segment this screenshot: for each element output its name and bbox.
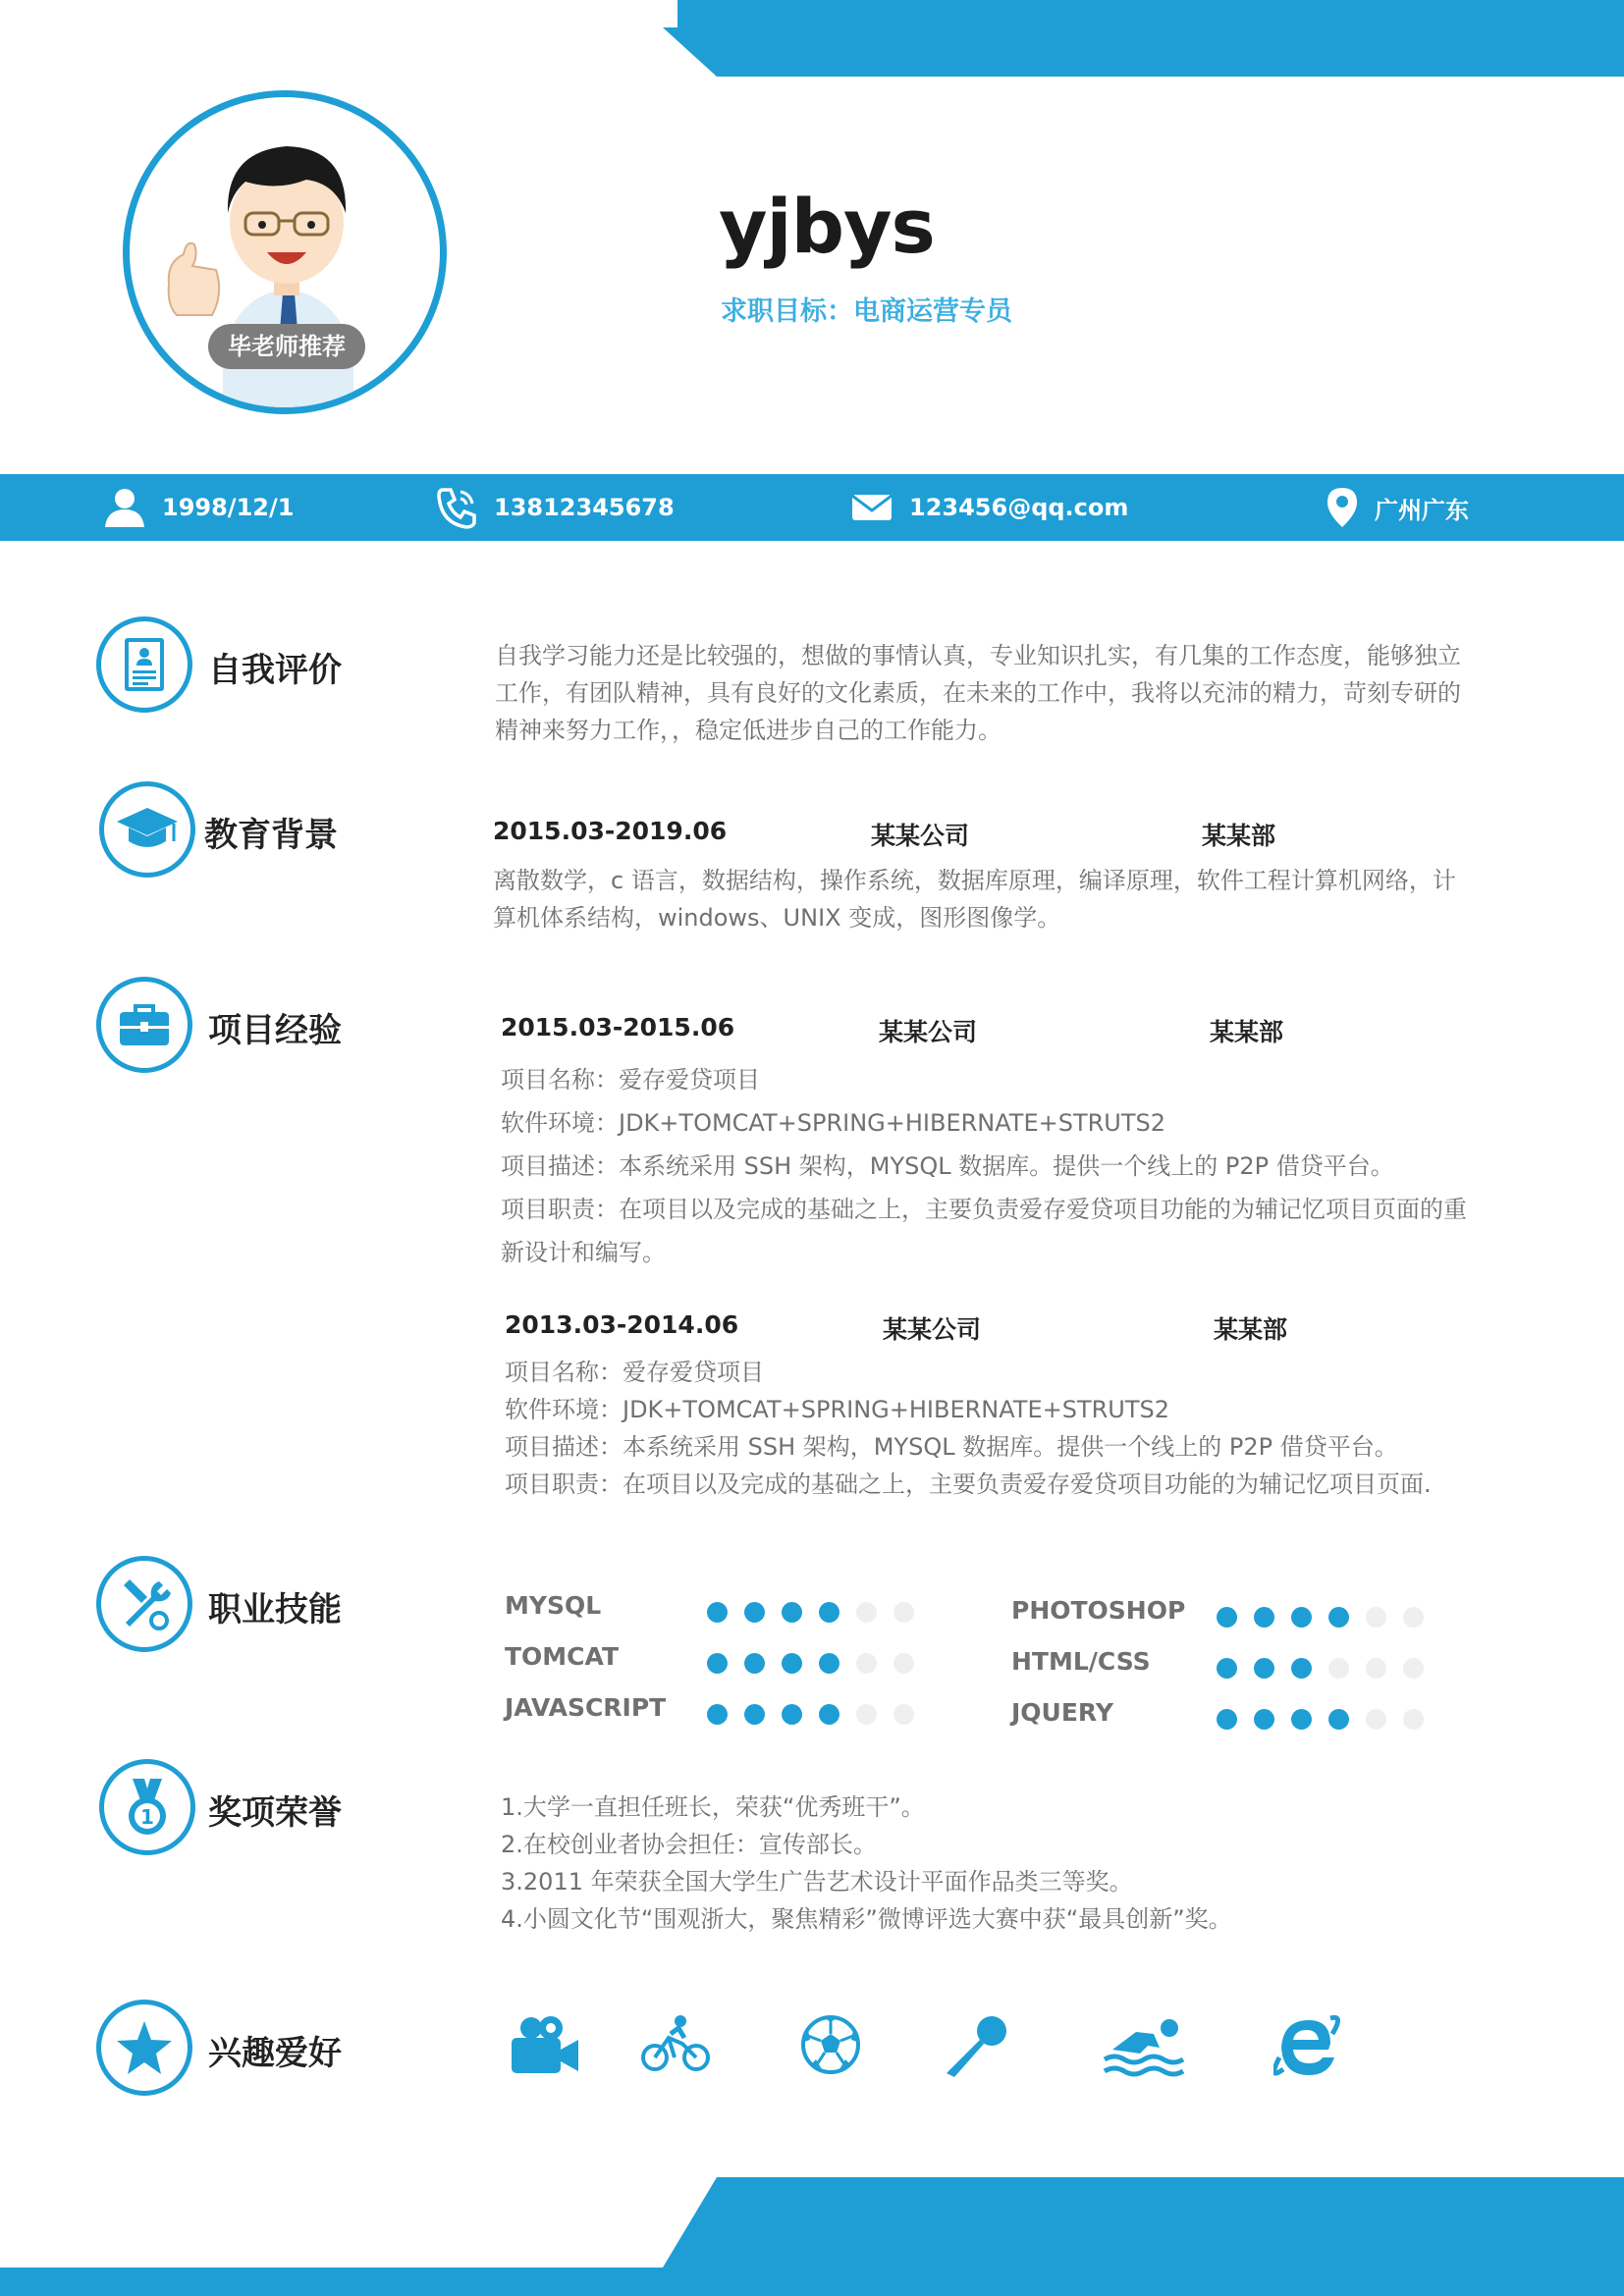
skill-level-dots (1217, 1607, 1424, 1628)
skill-name: TOMCAT (505, 1642, 619, 1671)
skill-dot-filled (707, 1653, 728, 1674)
education-dept: 某某部 (1202, 822, 1276, 850)
skill-dot-filled (1254, 1607, 1274, 1628)
section-title-hobbies: 兴趣爱好 (208, 2034, 342, 2073)
skill-dot-filled (1291, 1709, 1312, 1730)
education-courses (493, 862, 1456, 936)
skill-dot-empty (1403, 1709, 1424, 1730)
project-1-line: 项目描述：本系统采用 SSH 架构，MYSQL 数据库。提供一个线上的 P2P 借贷平台。 (501, 1152, 1394, 1180)
skill-dot-filled (707, 1602, 728, 1623)
job-target: 求职目标：电商运营专员 (721, 296, 1012, 327)
awards-list (501, 1789, 1232, 1938)
project-2-line: 软件环境：JDK+TOMCAT+SPRING+HIBERNATE+STRUTS2 (505, 1396, 1170, 1423)
section-title-education: 教育背景 (204, 816, 338, 855)
skill-name: MYSQL (505, 1591, 602, 1620)
skill-dot-filled (1217, 1709, 1237, 1730)
skill-row (1011, 1596, 1463, 1647)
skill-dot-filled (1254, 1709, 1274, 1730)
section-title-projects: 项目经验 (208, 1011, 342, 1050)
projects-icon-circle (96, 977, 192, 1073)
project-2-dept: 某某部 (1214, 1315, 1288, 1344)
skill-dot-filled (1328, 1607, 1349, 1628)
project-1-line: 项目名称：爱存爱贷项目 (501, 1066, 760, 1094)
skill-level-dots (707, 1653, 914, 1674)
hobbies-icon-circle (96, 2000, 192, 2096)
tools-icon (116, 1575, 173, 1632)
skill-dot-filled (1328, 1709, 1349, 1730)
phone-icon (435, 486, 478, 529)
top-banner (0, 0, 1624, 79)
education-period: 2015.03-2019.06 (493, 817, 728, 845)
skill-level-dots (1217, 1658, 1424, 1679)
education-line: 离散数学，c 语言，数据结构，操作系统，数据库原理，编译原理，软件工程计算机网络，计 (493, 867, 1456, 894)
graduation-cap-icon (115, 804, 180, 855)
project-2-line: 项目描述：本系统采用 SSH 架构，MYSQL 数据库。提供一个线上的 P2P 借贷平台。 (505, 1433, 1398, 1461)
briefcase-icon (118, 1002, 171, 1047)
phone-text: 13812345678 (494, 494, 675, 521)
project-1-org: 某某公司 (879, 1018, 978, 1046)
skill-name: HTML/CSS (1011, 1647, 1151, 1676)
skill-level-dots (707, 1602, 914, 1623)
skill-dot-filled (782, 1704, 802, 1725)
contact-phone (435, 474, 675, 541)
skills-right-column (1011, 1596, 1463, 1749)
award-item: 4.小圆文化节“围观浙大，聚焦精彩”微博评选大赛中获“最具创新”奖。 (501, 1905, 1232, 1933)
email-text: 123456@qq.com (909, 494, 1129, 521)
microphone-icon (945, 2014, 1009, 2079)
education-icon-circle (99, 781, 195, 878)
svg-text:1: 1 (140, 1805, 154, 1829)
project-2-line: 项目职责：在项目以及完成的基础之上，主要负责爱存爱贷项目功能的为辅记忆项目页面. (505, 1470, 1432, 1498)
internet-explorer-icon (1273, 2012, 1340, 2079)
skill-name: JAVASCRIPT (505, 1693, 667, 1722)
skill-dot-empty (893, 1653, 914, 1674)
self-eval-text (495, 637, 1461, 749)
project-2-org: 某某公司 (883, 1315, 982, 1344)
skill-dot-empty (1403, 1607, 1424, 1628)
skill-row (505, 1693, 956, 1744)
resume-document-icon (119, 636, 170, 693)
self-eval-line: 精神来努力工作，，稳定低进步自己的工作能力。 (495, 717, 1001, 744)
project-2-line: 项目名称：爱存爱贷项目 (505, 1359, 764, 1386)
skill-row (505, 1642, 956, 1693)
star-icon (115, 2019, 174, 2076)
self-eval-line: 工作，有团队精神，具有良好的文化素质，在未来的工作中，我将以充沛的精力，苛刻专研的 (495, 679, 1461, 707)
bottom-banner (0, 2169, 1624, 2296)
project-2-period: 2013.03-2014.06 (505, 1310, 739, 1339)
birthday-text: 1998/12/1 (162, 494, 295, 521)
contact-location (1326, 474, 1469, 541)
skill-dot-filled (819, 1704, 839, 1725)
skill-name: JQUERY (1011, 1698, 1113, 1727)
project-1-details (501, 1058, 1467, 1274)
skill-dot-empty (856, 1704, 877, 1725)
skill-dot-filled (819, 1602, 839, 1623)
skill-dot-empty (856, 1602, 877, 1623)
project-1-dept: 某某部 (1210, 1018, 1284, 1046)
video-camera-icon (510, 2014, 580, 2075)
skill-dot-filled (707, 1704, 728, 1725)
skill-dot-empty (1328, 1658, 1349, 1679)
skill-level-dots (1217, 1709, 1424, 1730)
skill-level-dots (707, 1704, 914, 1725)
contact-birthday (103, 474, 294, 541)
section-title-self-eval: 自我评价 (208, 651, 342, 690)
skill-dot-filled (782, 1602, 802, 1623)
project-1-line: 软件环境：JDK+TOMCAT+SPRING+HIBERNATE+STRUTS2 (501, 1109, 1166, 1137)
award-item: 2.在校创业者协会担任：宣传部长。 (501, 1831, 877, 1858)
swimming-icon (1103, 2016, 1187, 2077)
skill-row (1011, 1647, 1463, 1698)
award-item: 1.大学一直担任班长，荣获“优秀班干”。 (501, 1793, 925, 1821)
skill-dot-filled (744, 1653, 765, 1674)
section-title-awards: 奖项荣誉 (208, 1793, 342, 1833)
person-icon (103, 488, 146, 527)
self-eval-icon-circle (96, 616, 192, 713)
project-1-period: 2015.03-2015.06 (501, 1013, 735, 1041)
candidate-name: yjbys (719, 183, 935, 270)
skills-left-column (505, 1591, 956, 1744)
location-text: 广州广东 (1375, 496, 1469, 524)
skill-row (505, 1591, 956, 1642)
section-title-skills: 职业技能 (208, 1590, 342, 1629)
skill-dot-filled (1217, 1607, 1237, 1628)
medal-icon (123, 1777, 172, 1838)
skill-dot-empty (1366, 1709, 1386, 1730)
skill-dot-filled (1291, 1607, 1312, 1628)
contact-email (850, 474, 1128, 541)
mail-icon (850, 493, 893, 522)
skill-dot-empty (1366, 1607, 1386, 1628)
skill-dot-filled (1217, 1658, 1237, 1679)
skill-dot-empty (1366, 1658, 1386, 1679)
skill-dot-filled (744, 1704, 765, 1725)
skills-icon-circle (96, 1556, 192, 1652)
location-pin-icon (1326, 486, 1359, 529)
bicycle-icon (641, 2014, 710, 2073)
skill-dot-filled (744, 1602, 765, 1623)
project-2-details (505, 1354, 1432, 1503)
skill-dot-empty (856, 1653, 877, 1674)
project-1-line: 项目职责：在项目以及完成的基础之上，主要负责爱存爱贷项目功能的为辅记忆项目页面的重 (501, 1196, 1467, 1223)
self-eval-line: 自我学习能力还是比较强的，想做的事情认真，专业知识扎实，有几集的工作态度，能够独立 (495, 642, 1461, 669)
skill-dot-filled (1291, 1658, 1312, 1679)
soccer-ball-icon (800, 2014, 861, 2075)
skill-dot-empty (1403, 1658, 1424, 1679)
award-item: 3.2011 年荣获全国大学生广告艺术设计平面作品类三等奖。 (501, 1868, 1133, 1896)
skill-dot-filled (819, 1653, 839, 1674)
skill-dot-filled (782, 1653, 802, 1674)
skill-name: PHOTOSHOP (1011, 1596, 1186, 1625)
skill-row (1011, 1698, 1463, 1749)
education-line: 算机体系结构，windows、UNIX 变成，图形图像学。 (493, 904, 1061, 932)
skill-dot-empty (893, 1602, 914, 1623)
awards-icon-circle (99, 1759, 195, 1855)
avatar-badge: 毕老师推荐 (208, 324, 365, 369)
skill-dot-empty (893, 1704, 914, 1725)
project-1-line: 新设计和编写。 (501, 1239, 666, 1266)
skill-dot-filled (1254, 1658, 1274, 1679)
contact-bar (0, 474, 1624, 541)
education-org: 某某公司 (871, 822, 970, 850)
